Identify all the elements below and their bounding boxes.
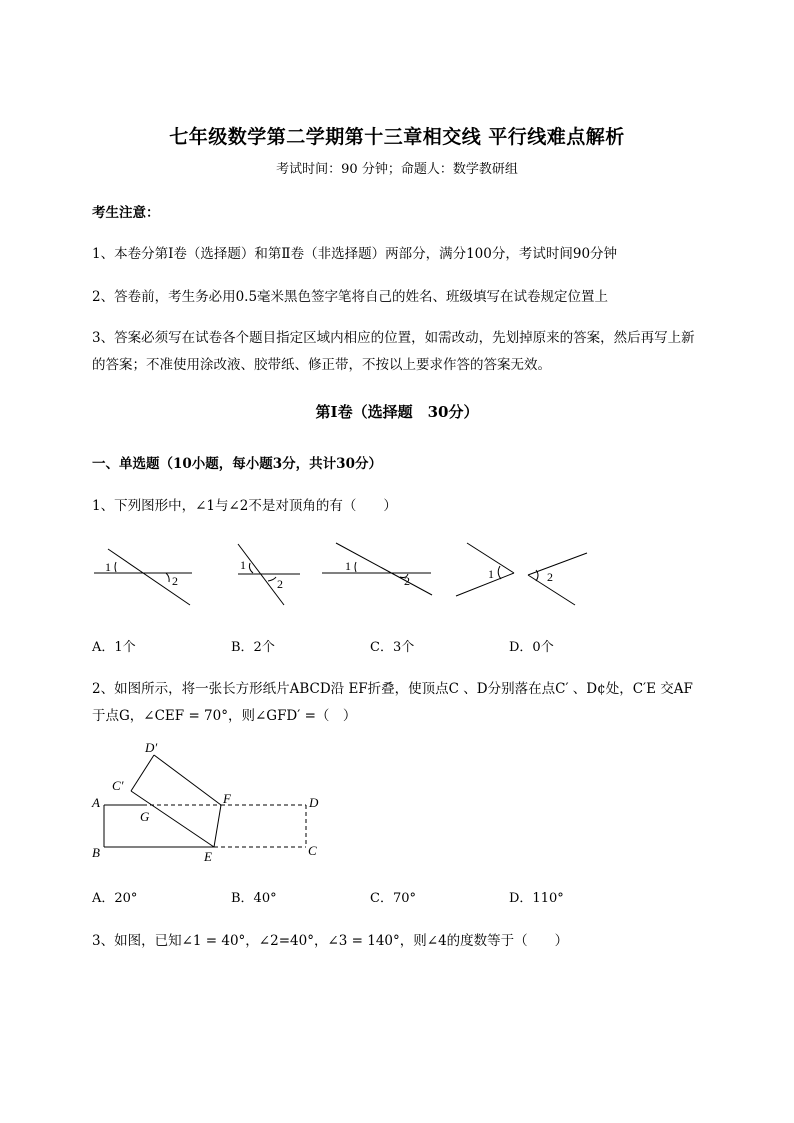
- fig-a-label-2: 2: [172, 574, 178, 588]
- fig2-label-e: E: [204, 849, 212, 864]
- section-title: 第Ⅰ卷（选择题 30分）: [315, 403, 479, 421]
- question-1-option-d[interactable]: D．0个: [509, 640, 554, 655]
- question-3-stem: 3、如图，已知∠1 = 40°，∠2=40°，∠3 = 140°，则∠4的度数等于（ ）: [92, 933, 569, 949]
- fig-d-label-2: 2: [547, 570, 553, 584]
- question-1-figures: [90, 535, 600, 615]
- fig2-label-c-prime: C′: [112, 778, 124, 793]
- question-2-stem-line-2: 于点G，∠CEF = 70°，则∠GFD′ =（ ）: [92, 708, 357, 724]
- question-2-option-b[interactable]: B．40°: [231, 891, 277, 906]
- question-1-option-b[interactable]: B．2个: [231, 640, 275, 655]
- notice-heading: 考生注意：: [92, 205, 160, 221]
- fig2-label-d: D: [309, 795, 319, 810]
- fig2-label-f: F: [223, 791, 231, 806]
- question-2-option-d[interactable]: D．110°: [509, 891, 564, 906]
- fig-a-arc-1: [115, 562, 116, 572]
- fig2-label-b: B: [92, 845, 100, 860]
- fig-a-arc-2: [166, 573, 169, 582]
- fig-c-arc-1: [355, 562, 356, 572]
- fig-c-label-2: 2: [404, 574, 410, 588]
- fig-b-arc-2: [268, 577, 276, 581]
- notice-item-2: 2、答卷前，考生务必用0.5毫米黑色签字笔将自己的姓名、班级填写在试卷规定位置上: [92, 289, 609, 305]
- fig2-label-g: G: [140, 809, 150, 824]
- fig2-segment-fd-folded: [154, 755, 221, 805]
- fig-a-label-1: 1: [105, 560, 111, 574]
- question-1-option-c[interactable]: C．3个: [370, 640, 415, 655]
- notice-item-3: 3、答案必须写在试卷各个题目指定区域内相应的位置，如需改动，先划掉原来的答案，然后再写上新: [92, 330, 695, 346]
- question-2-figure: [88, 735, 338, 870]
- fig2-label-c: C: [308, 843, 317, 858]
- exam-subtitle: 考试时间：90 分钟；命题人：数学教研组: [276, 162, 518, 177]
- page-title: 七年级数学第二学期第十三章相交线 平行线难点解析: [169, 126, 625, 148]
- fig2-segment-dc-folded: [131, 755, 154, 791]
- fig-b-label-1: 1: [240, 558, 246, 572]
- question-1-stem: 1、下列图形中，∠1与∠2不是对顶角的有（ ）: [92, 498, 397, 514]
- question-1-option-a[interactable]: A．1个: [92, 640, 136, 655]
- fig-b-label-2: 2: [277, 577, 283, 591]
- notice-item-3-cont: 的答案；不准使用涂改液、胶带纸、修正带，不按以上要求作答的答案无效。: [92, 357, 551, 373]
- fig-d-line-2: [456, 573, 514, 596]
- fig2-segment-ef: [214, 805, 221, 847]
- fig-b-arc-1: [249, 563, 253, 573]
- fig-c-label-1: 1: [345, 559, 351, 573]
- fig-d-arc-1: [498, 566, 501, 579]
- fig2-label-d-prime: D′: [145, 740, 158, 755]
- question-2-option-c[interactable]: C．70°: [370, 891, 416, 906]
- notice-item-1: 1、本卷分第Ⅰ卷（选择题）和第Ⅱ卷（非选择题）两部分，满分100分，考试时间90分钟: [92, 246, 618, 262]
- fig-d-label-1: 1: [488, 567, 494, 581]
- question-2-stem-line-1: 2、如图所示，将一张长方形纸片ABCD沿 EF折叠，使顶点C 、D分别落在点C′ 、D¢处，C′E 交AF: [92, 681, 693, 697]
- fig2-label-a: A: [92, 795, 100, 810]
- question-2-option-a[interactable]: A．20°: [92, 891, 138, 906]
- part-heading: 一、单选题（10小题，每小题3分，共计30分）: [92, 456, 382, 472]
